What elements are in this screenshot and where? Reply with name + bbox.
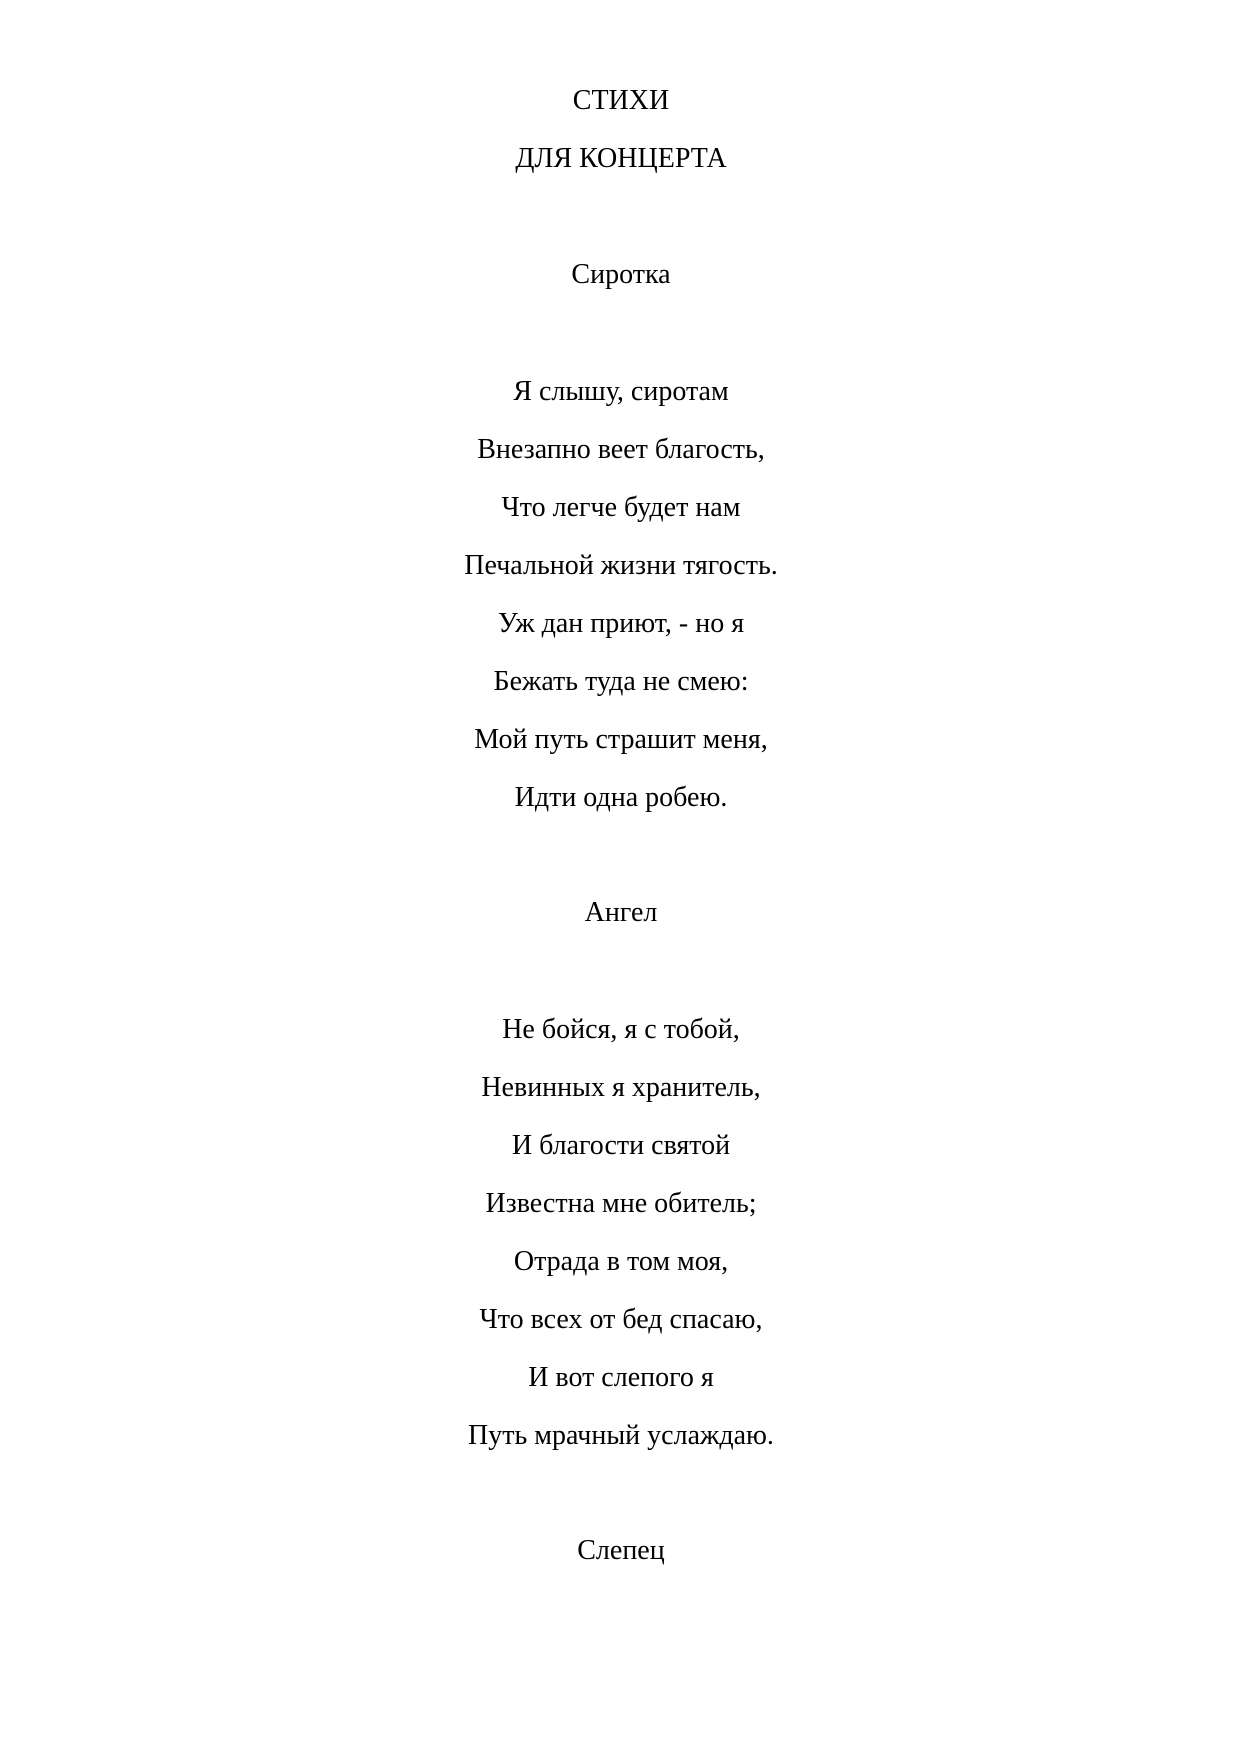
verse-line: Что всех от бед спасаю, [479, 1304, 763, 1335]
section-heading-blind-man: Слепец [577, 1535, 665, 1566]
verse-line: Невинных я хранитель, [481, 1072, 761, 1103]
verse-line: Отрада в том моя, [513, 1246, 729, 1277]
document-title: СТИХИ [572, 85, 670, 116]
verse-line: Что легче будет нам [501, 492, 741, 523]
section-heading-angel: Ангел [584, 897, 658, 928]
verse-line: Путь мрачный услаждаю. [468, 1420, 774, 1451]
verse-line: Печальной жизни тягость. [464, 550, 778, 581]
verse-line: Известна мне обитель; [485, 1188, 757, 1219]
verse-line: Идти одна робею. [514, 782, 728, 813]
verse-line: Мой путь страшит меня, [474, 724, 768, 755]
document-subtitle: ДЛЯ КОНЦЕРТА [515, 143, 727, 174]
verse-line: Не бойся, я с тобой, [502, 1014, 740, 1045]
section-heading-orphan: Сиротка [571, 259, 671, 290]
verse-line: И благости святой [511, 1130, 731, 1161]
verse-line: Я слышу, сиротам [513, 376, 729, 407]
verse-line: Внезапно веет благость, [477, 434, 765, 465]
verse-line: Уж дан приют, - но я [497, 608, 745, 639]
verse-line: Бежать туда не смею: [493, 666, 749, 697]
verse-line: И вот слепого я [528, 1362, 714, 1393]
